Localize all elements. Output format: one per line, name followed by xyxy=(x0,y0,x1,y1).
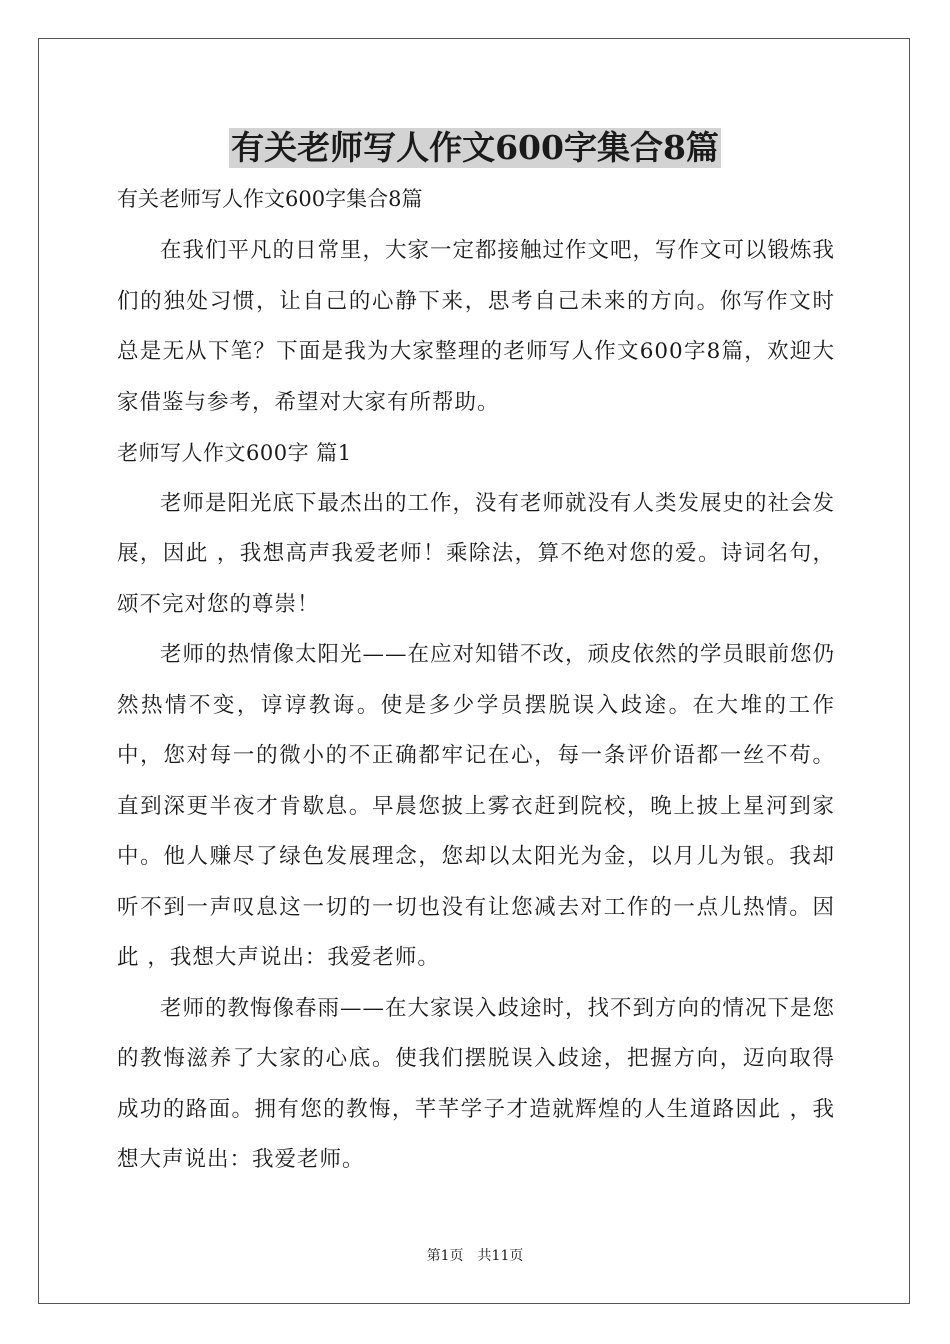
body-paragraph-1: 老师是阳光底下最杰出的工作，没有老师就没有人类发展史的社会发展，因此 ，我想高声我爱老师！乘除法，算不绝对您的爱。诗词名句，颂不完对您的尊崇！ xyxy=(117,490,836,617)
intro-paragraph: 在我们平凡的日常里，大家一定都接触过作文吧，写作文可以锻炼我们的独处习惯，让自己的心静下来，思考自己未来的方向。你写作文时总是无从下笔？下面是我为大家整理的老师写人作文600字8篇，欢迎大家借鉴与参考，希望对大家有所帮助。 xyxy=(117,238,836,415)
document-body xyxy=(117,226,835,1186)
section-heading: 老师写人作文600字 篇1 xyxy=(117,441,352,465)
document-title: 有关老师写人作文600字集合8篇 xyxy=(231,128,719,167)
body-paragraph-2: 老师的热情像太阳光——在应对知错不改，顽皮依然的学员眼前您仍然热情不变，谆谆教诲。使是多少学员摆脱误入歧途。在大堆的工作中，您对每一的微小的不正确都牢记在心，每一条评价语都一丝不苟。直到深更半夜才肯歇息。早晨您披上雾衣赶到院校，晚上披上星河到家中。他人赚尽了绿色发展理念，您却以太阳光为金，以月儿为银。我却听不到一声叹息这一切的一切也没有让您减去对工作的一点儿热情。因此 ，我想大声说出：我爱老师。 xyxy=(117,642,836,970)
body-paragraph-3: 老师的教悔像春雨——在大家误入歧途时，找不到方向的情况下是您的教悔滋养了大家的心底。使我们摆脱误入歧途，把握方向，迈向取得成功的路面。拥有您的教悔，芊芊学子才造就辉煌的人生道路因此 ，我想大声说出：我爱老师。 xyxy=(117,995,836,1172)
page-footer: 第1页 共11页 xyxy=(426,1248,524,1264)
document-subtitle: 有关老师写人作文600字集合8篇 xyxy=(117,187,423,211)
title-container xyxy=(0,128,950,168)
